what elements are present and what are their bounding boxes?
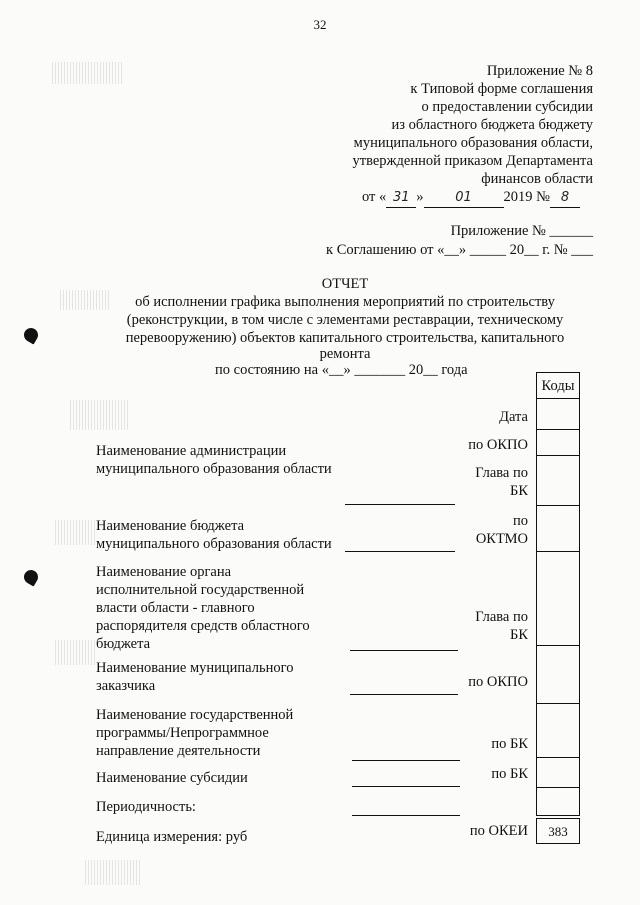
- appendix-line2: к Соглашению от «__» _____ 20__ г. № ___: [326, 242, 593, 258]
- appendix-line1: Приложение № ______: [450, 223, 593, 239]
- field-budget-input-line[interactable]: [345, 551, 455, 552]
- header-line: Приложение № 8: [486, 63, 593, 79]
- codes-header-cell: [536, 372, 580, 399]
- code-label-glava-bk: Глава по БК: [475, 465, 528, 499]
- scan-noise: [85, 860, 140, 885]
- order-date-prefix: от «: [362, 189, 387, 205]
- codes-column: [536, 398, 580, 816]
- code-label-bk-2: по БК: [491, 766, 528, 782]
- header-line: к Типовой форме соглашения: [410, 81, 593, 97]
- header-line: из областного бюджета бюджету: [391, 117, 593, 133]
- okei-value: 383: [548, 824, 568, 839]
- report-title-line: об исполнении графика выполнения мероприятий по строительству: [135, 294, 555, 310]
- header-line: финансов области: [481, 171, 593, 187]
- report-heading: ОТЧЕТ: [321, 276, 369, 292]
- codes-header: Коды: [541, 378, 575, 394]
- order-date-line: [362, 188, 580, 208]
- order-number: 8: [560, 190, 570, 205]
- field-customer-input-line[interactable]: [350, 694, 458, 695]
- scan-noise: [55, 520, 95, 545]
- report-title-line: (реконструкции, в том числе с элементами реставрации, техническому: [126, 312, 564, 328]
- punch-hole-mark: [21, 567, 40, 586]
- field-authority-input-line[interactable]: [350, 650, 458, 651]
- code-label-okpo-2: по ОКПО: [468, 674, 528, 690]
- code-label-bk: по БК: [491, 736, 528, 752]
- field-periodicity: Периодичность:: [96, 799, 196, 815]
- field-subsidy-input-line[interactable]: [352, 786, 460, 787]
- punch-hole-mark: [21, 325, 40, 344]
- field-budget-name: Наименование бюджета муниципального образования области: [96, 518, 332, 552]
- header-line: утвержденной приказом Департамента: [352, 153, 593, 169]
- scan-noise: [70, 400, 130, 430]
- scan-noise: [52, 62, 122, 84]
- header-block: [300, 62, 593, 188]
- header-line: муниципального образования области,: [353, 135, 593, 151]
- report-title-line: ремонта: [319, 346, 371, 362]
- field-admin-input-line[interactable]: [345, 504, 455, 505]
- field-subsidy-name: Наименование субсидии: [96, 770, 248, 786]
- report-date-line: по состоянию на «__» _______ 20__ года: [215, 362, 468, 378]
- code-label-okei: по ОКЕИ: [469, 823, 528, 839]
- scan-noise: [55, 640, 95, 665]
- header-line: о предоставлении субсидии: [421, 99, 593, 115]
- code-label-date: Дата: [499, 409, 528, 425]
- code-label-oktmo: по ОКТМО: [475, 513, 528, 547]
- field-unit: Единица измерения: руб: [96, 829, 248, 845]
- field-program-name: Наименование государственной программы/Непрограммное направление деятельности: [96, 707, 294, 759]
- order-date-day: 31: [393, 190, 410, 205]
- code-label-glava-bk-2: Глава по БК: [475, 609, 528, 643]
- field-customer-name: Наименование муниципального заказчика: [96, 660, 294, 694]
- order-date-mid: »: [416, 189, 424, 205]
- order-date-month: 01: [455, 190, 472, 205]
- code-label-okpo: по ОКПО: [468, 437, 528, 453]
- field-authority-name: Наименование органа исполнительной государственной власти области - главного распорядителя средств областного бюджета: [96, 564, 310, 652]
- field-program-input-line[interactable]: [352, 760, 460, 761]
- field-periodicity-input-line[interactable]: [352, 815, 460, 816]
- report-title-line: перевооружению) объектов капитального строительства, капитального: [125, 330, 565, 346]
- okei-code-cell: [536, 818, 580, 844]
- order-date-year: 2019 №: [503, 189, 550, 205]
- page-number: 32: [313, 17, 327, 32]
- field-admin-name: Наименование администрации муниципального образования области: [96, 443, 332, 477]
